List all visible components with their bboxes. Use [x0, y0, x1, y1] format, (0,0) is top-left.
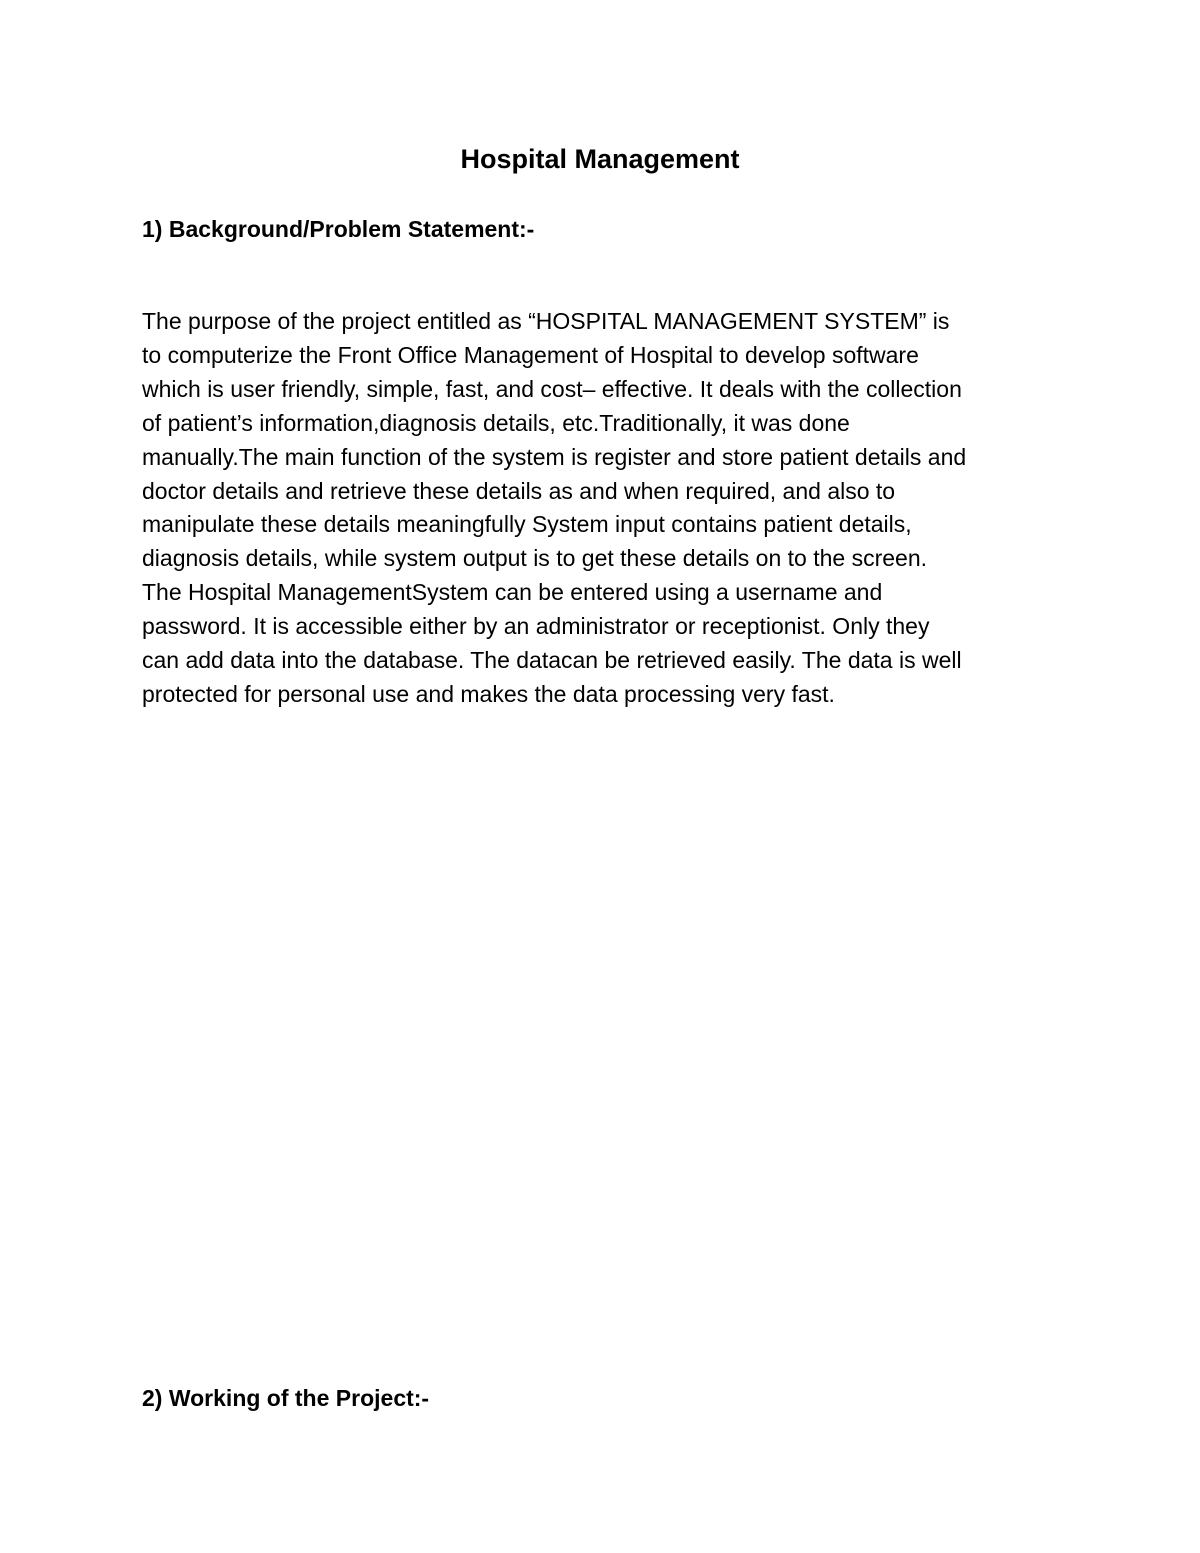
- paragraph-line: protected for personal use and makes the data processing very fast.: [142, 680, 835, 707]
- section-heading-working: 2) Working of the Project:-: [142, 1385, 430, 1411]
- paragraph-line: manually.The main function of the system is register and store patient details and: [142, 443, 967, 470]
- paragraph-line: password. It is accessible either by an administrator or receptionist. Only they: [142, 613, 930, 640]
- paragraph-line: of patient’s information,diagnosis details, etc.Traditionally, it was done: [142, 409, 850, 436]
- paragraph-line: can add data into the database. The datacan be retrieved easily. The data is well: [142, 647, 962, 674]
- paragraph-line: diagnosis details, while system output is to get these details on to the screen.: [142, 545, 927, 572]
- paragraph-line: manipulate these details meaningfully System input contains patient details,: [142, 511, 912, 538]
- paragraph-line: The purpose of the project entitled as “HOSPITAL MANAGEMENT SYSTEM” is: [142, 308, 950, 334]
- background-paragraph: [142, 305, 1082, 712]
- paragraph-line: doctor details and retrieve these details as and when required, and also to: [142, 477, 896, 504]
- paragraph-line: which is user friendly, simple, fast, and cost– effective. It deals with the collection: [142, 375, 962, 402]
- document-title: Hospital Management: [460, 144, 740, 174]
- paragraph-line: The Hospital ManagementSystem can be entered using a username and: [142, 579, 883, 606]
- paragraph-line: to computerize the Front Office Management of Hospital to develop software: [142, 341, 919, 368]
- section-heading-background: 1) Background/Problem Statement:-: [142, 216, 535, 242]
